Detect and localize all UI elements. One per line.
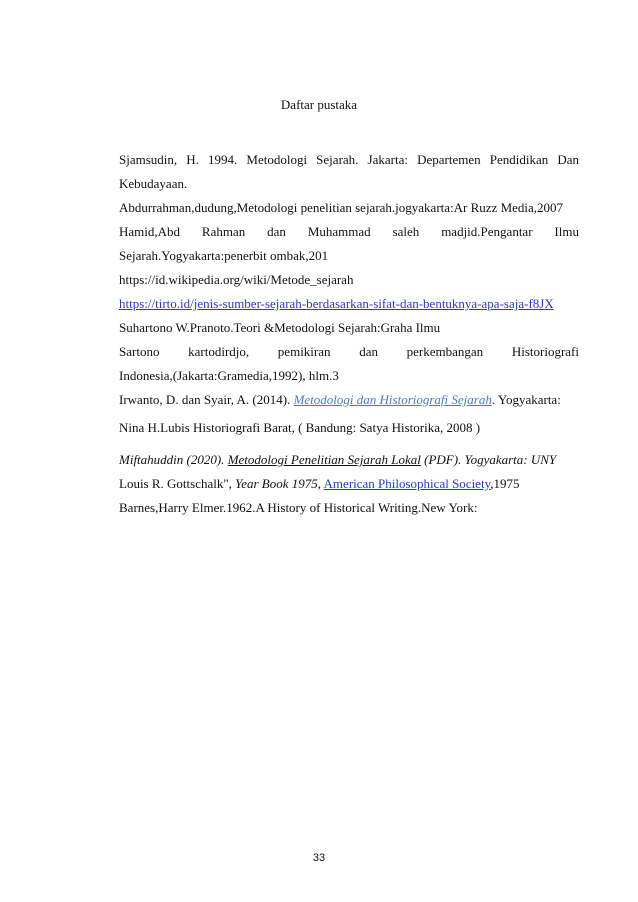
reference-9: Nina H.Lubis Historiografi Barat, ( Bandung: Satya Historika, 2008 ) [119, 420, 481, 435]
reference-11-suffix: ,1975 [490, 476, 520, 491]
reference-7-line-2: Indonesia,(Jakarta:Gramedia,1992), hlm.3 [119, 368, 339, 383]
reference-8-suffix: . Yogyakarta: [491, 392, 561, 407]
reference-11-link[interactable]: American Philosophical Society [323, 476, 491, 491]
reference-10 [119, 448, 579, 472]
reference-1-line-2: Kebudayaan. [119, 176, 188, 191]
reference-7-line-1: Sartono kartodirdjo, pemikiran dan perkembangan Historiografi [119, 344, 579, 359]
reference-8-author: Irwanto, D. dan Syair, A. (2014). [119, 392, 294, 407]
reference-4-url: https://id.wikipedia.org/wiki/Metode_sejarah [119, 272, 354, 287]
reference-2: Abdurrahman,dudung,Metodologi penelitian sejarah.jogyakarta:Ar Ruzz Media,2007 [119, 200, 564, 215]
reference-5-link[interactable]: https://tirto.id/jenis-sumber-sejarah-berdasarkan-sifat-dan-bentuknya-apa-saja-f8JX [119, 296, 554, 311]
reference-10-suffix: (PDF). Yogyakarta: UNY [420, 452, 557, 467]
reference-11-separator: , [317, 476, 324, 491]
reference-1-line-1: Sjamsudin, H. 1994. Metodologi Sejarah. Jakarta: Departemen Pendidikan Dan [119, 152, 579, 167]
reference-11 [119, 472, 579, 496]
reference-11-author: Louis R. Gottschalk", [119, 476, 236, 491]
reference-8-link[interactable]: Metodologi dan Historiografi Sejarah [293, 392, 492, 407]
page-number: 33 [312, 852, 326, 864]
page-title: Daftar pustaka [280, 97, 358, 112]
reference-11-italic: Year Book 1975 [235, 476, 318, 491]
reference-10-link[interactable]: Metodologi Penelitian Sejarah Lokal [227, 452, 421, 467]
reference-3-line-2: Sejarah.Yogyakarta:penerbit ombak,201 [119, 248, 329, 263]
reference-10-author: Miftahuddin (2020). [119, 452, 228, 467]
reference-3-line-1: Hamid,Abd Rahman dan Muhammad saleh madjid.Pengantar Ilmu [119, 224, 579, 239]
reference-6: Suhartono W.Pranoto.Teori &Metodologi Sejarah:Graha Ilmu [119, 320, 441, 335]
reference-12: Barnes,Harry Elmer.1962.A History of Historical Writing.New York: [119, 500, 478, 515]
reference-8 [119, 388, 579, 412]
